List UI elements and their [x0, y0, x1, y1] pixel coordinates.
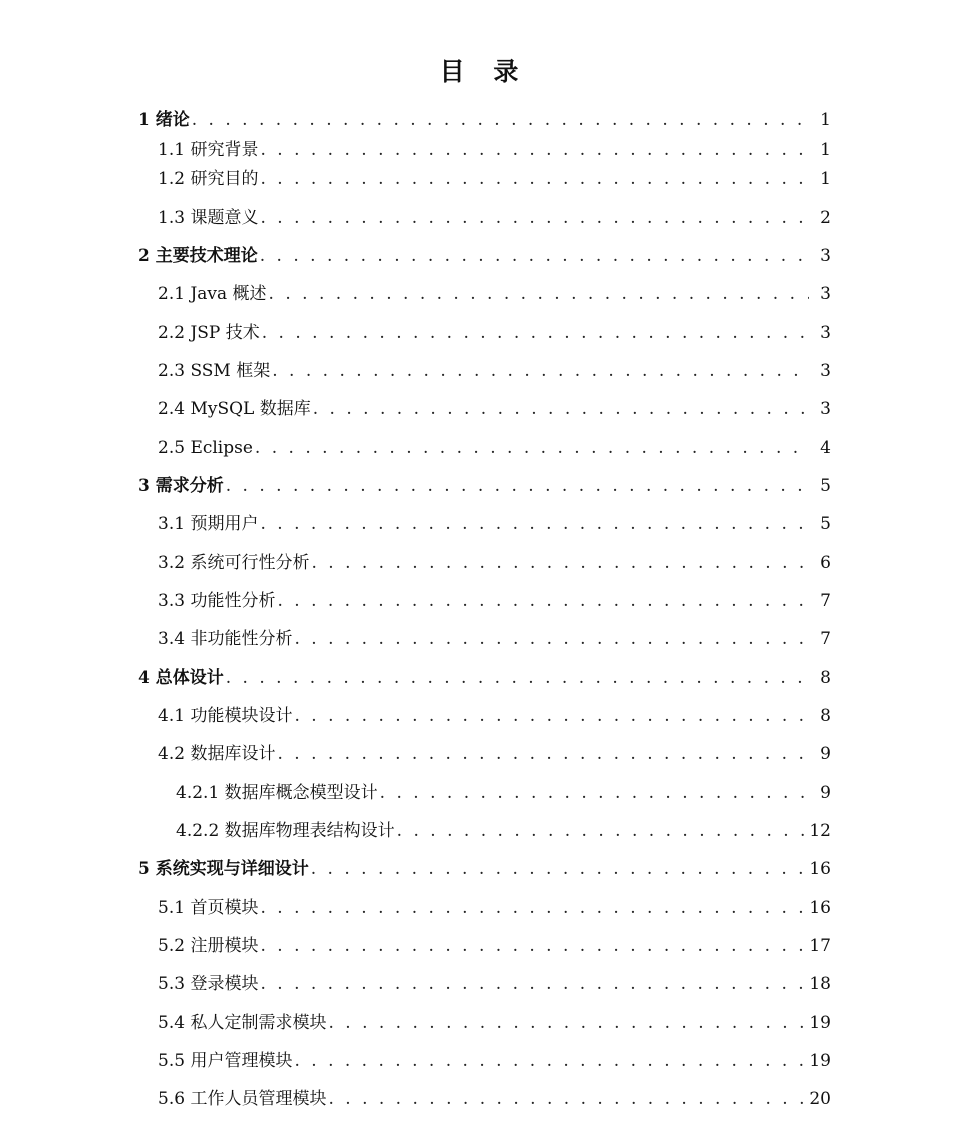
toc-page-number: 18: [809, 974, 831, 994]
toc-entry-section[interactable]: [158, 625, 831, 653]
toc-entry-chapter[interactable]: [138, 664, 831, 692]
dot-leader: [328, 1009, 805, 1037]
toc-entry-label: 5.1 首页模块: [158, 898, 259, 918]
toc-entry-section[interactable]: [158, 204, 831, 232]
toc-entry-label: 2.4 MySQL 数据库: [158, 399, 311, 419]
toc-entry-label: 5 系统实现与详细设计: [138, 859, 309, 879]
toc-entry-label: 1.2 研究目的: [158, 169, 259, 189]
toc-entry-label: 4.1 功能模块设计: [158, 706, 293, 726]
toc-page-number: 7: [820, 591, 831, 611]
toc-page-number: 4: [820, 438, 831, 458]
toc-entry-section[interactable]: [158, 434, 831, 462]
toc-entry-chapter[interactable]: [138, 472, 831, 500]
toc-page-number: 16: [809, 898, 831, 918]
toc-entry-label: 3.3 功能性分析: [158, 591, 276, 611]
toc-page-number: 1: [820, 140, 831, 160]
toc-entry-label: 4.2.2 数据库物理表结构设计: [176, 821, 395, 841]
toc-entry-label: 4.2.1 数据库概念模型设计: [176, 783, 378, 803]
toc-entry-label: 1 绪论: [138, 110, 190, 130]
toc-page-number: 8: [820, 706, 831, 726]
toc-entry-label: 2.2 JSP 技术: [158, 323, 260, 343]
dot-leader: [294, 625, 809, 653]
dot-leader: [272, 357, 809, 385]
dot-leader: [277, 740, 809, 768]
toc-entry-label: 1.3 课题意义: [158, 208, 259, 228]
toc-page-number: 12: [809, 821, 831, 841]
toc-page-number: 19: [809, 1013, 831, 1033]
toc-entry-section[interactable]: [158, 894, 831, 922]
dot-leader: [311, 549, 809, 577]
dot-leader: [226, 664, 809, 692]
dot-leader: [260, 242, 809, 270]
dot-leader: [294, 702, 809, 730]
toc-page-number: 3: [820, 323, 831, 343]
toc-entry-label: 5.6 工作人员管理模块: [158, 1089, 327, 1109]
toc-entry-subsection[interactable]: [176, 779, 831, 807]
toc-entry-label: 3.4 非功能性分析: [158, 629, 293, 649]
toc-page-number: 5: [820, 514, 831, 534]
toc-entry-label: 4.2 数据库设计: [158, 744, 276, 764]
toc-entry-label: 3.2 系统可行性分析: [158, 553, 310, 573]
dot-leader: [226, 472, 809, 500]
toc-entry-label: 5.5 用户管理模块: [158, 1051, 293, 1071]
toc-entry-section[interactable]: [158, 136, 831, 164]
dot-leader: [380, 779, 809, 807]
toc-entry-section[interactable]: [158, 357, 831, 385]
toc-entry-chapter[interactable]: [138, 242, 831, 270]
dot-leader: [311, 855, 806, 883]
toc-entry-label: 2 主要技术理论: [138, 246, 258, 266]
toc-page-number: 6: [820, 553, 831, 573]
toc-entry-section[interactable]: [158, 510, 831, 538]
dot-leader: [277, 587, 809, 615]
dot-leader: [255, 434, 809, 462]
dot-leader: [397, 817, 806, 845]
dot-leader: [294, 1047, 805, 1075]
toc-entry-chapter[interactable]: [138, 855, 831, 883]
toc-page-number: 9: [820, 783, 831, 803]
toc-entry-section[interactable]: [158, 702, 831, 730]
toc-page-number: 5: [820, 476, 831, 496]
toc-page-number: 1: [820, 169, 831, 189]
dot-leader: [328, 1085, 805, 1113]
toc-page-number: 19: [809, 1051, 831, 1071]
toc-entry-subsection[interactable]: [176, 817, 831, 845]
toc-entry-label: 4 总体设计: [138, 668, 224, 688]
toc-page-number: 3: [820, 284, 831, 304]
toc-page-number: 7: [820, 629, 831, 649]
toc-entry-section[interactable]: [158, 319, 831, 347]
toc-entry-section[interactable]: [158, 1085, 831, 1113]
toc-entry-label: 2.3 SSM 框架: [158, 361, 271, 381]
toc-page-number: 3: [820, 361, 831, 381]
dot-leader: [260, 165, 809, 193]
dot-leader: [260, 932, 805, 960]
toc-entry-label: 5.2 注册模块: [158, 936, 259, 956]
toc-entry-section[interactable]: [158, 549, 831, 577]
toc-page-number: 2: [820, 208, 831, 228]
toc-entry-label: 3 需求分析: [138, 476, 224, 496]
dot-leader: [260, 970, 805, 998]
dot-leader: [262, 319, 809, 347]
toc-entry-section[interactable]: [158, 280, 831, 308]
toc-entry-section[interactable]: [158, 1009, 831, 1037]
dot-leader: [192, 106, 809, 134]
toc-entry-label: 5.4 私人定制需求模块: [158, 1013, 327, 1033]
toc-entry-section[interactable]: [158, 740, 831, 768]
toc-entry-label: 3.1 预期用户: [158, 514, 259, 534]
toc-entry-section[interactable]: [158, 395, 831, 423]
toc-entry-label: 2.1 Java 概述: [158, 284, 267, 304]
dot-leader: [260, 510, 809, 538]
toc-entry-label: 1.1 研究背景: [158, 140, 259, 160]
toc-entry-chapter[interactable]: [138, 106, 831, 134]
toc-page-number: 3: [820, 246, 831, 266]
dot-leader: [269, 280, 809, 308]
toc-entry-label: 5.3 登录模块: [158, 974, 259, 994]
toc-entry-section[interactable]: [158, 970, 831, 998]
toc-entry-section[interactable]: [158, 1047, 831, 1075]
toc-page-number: 9: [820, 744, 831, 764]
toc-entry-section[interactable]: [158, 587, 831, 615]
toc-entry-section[interactable]: [158, 932, 831, 960]
dot-leader: [260, 204, 809, 232]
dot-leader: [260, 136, 809, 164]
page-title: 目 录: [439, 57, 529, 86]
toc-page-number: 16: [809, 859, 831, 879]
toc-entry-label: 2.5 Eclipse: [158, 438, 253, 458]
toc-page-number: 1: [820, 110, 831, 130]
dot-leader: [260, 894, 805, 922]
toc-page-number: 20: [809, 1089, 831, 1109]
toc-entry-section[interactable]: [158, 165, 831, 193]
dot-leader: [313, 395, 809, 423]
toc-page-number: 3: [820, 399, 831, 419]
toc-page-number: 17: [809, 936, 831, 956]
toc-page-number: 8: [820, 668, 831, 688]
